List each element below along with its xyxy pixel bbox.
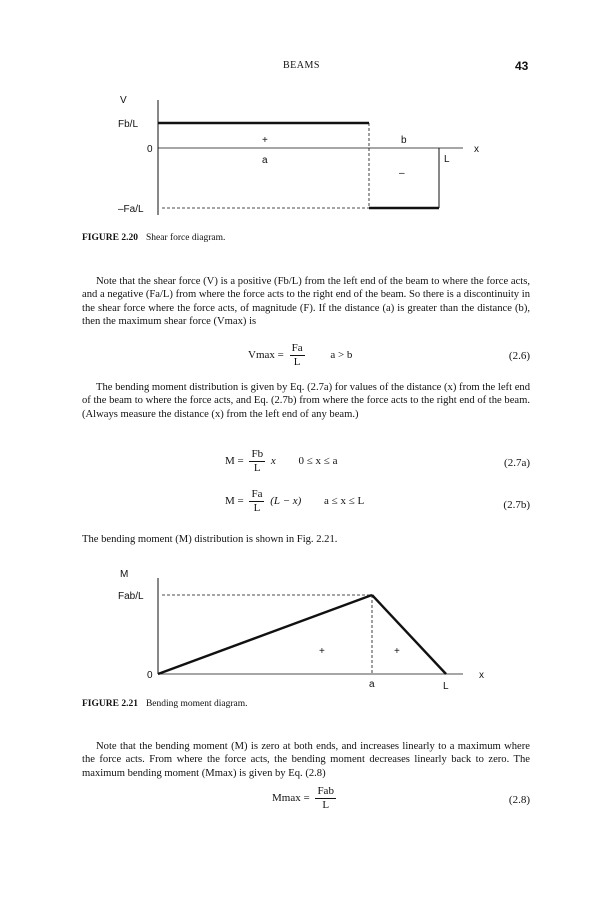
x-axis-label: x [474,144,479,155]
paragraph-moment-ref [82,533,530,546]
figure-caption-text: Shear force diagram. [145,233,226,243]
paragraph-bending [82,381,530,421]
v-axis-label: V [120,95,127,106]
equation-number: (2.7b) [503,499,530,511]
eq-condition: a > b [330,349,353,362]
equation-2-8 [272,785,339,812]
figure-caption-text: Bending moment diagram. [145,699,248,709]
shear-force-diagram [0,85,600,230]
minus-sign: – [399,168,405,179]
plus-sign-left: + [319,646,325,657]
l-label: L [443,681,449,692]
page-number: 43 [515,59,529,73]
eq-denominator: L [293,356,301,368]
falling-moment-line [372,595,446,674]
equation-2-7b [225,488,364,515]
eq-condition: a ≤ x ≤ L [324,495,365,508]
equation-2-6 [248,342,352,369]
l-label: L [444,154,450,165]
zero-label: 0 [147,144,153,155]
eq-numerator: Fa [251,488,263,500]
fab-l-label: Fab/L [118,591,144,602]
eq-lhs: M = [225,455,244,468]
eq-lhs: M = [225,495,244,508]
zero-label: 0 [147,670,153,681]
a-label: a [369,679,375,690]
equation-2-7a [225,448,337,475]
paragraph-max-moment [82,740,530,780]
equation-number: (2.8) [508,794,530,806]
paragraph-text: Note that the bending moment (M) is zero at both ends, and increases linearly to a maximum where the force acts. From where the force acts, the bending moment decreases linearly back to zero. The maximum bending moment (Mmax) is given by Eq. (2.8) [82,741,530,779]
neg-fa-l-label: –Fa/L [118,204,144,215]
equation-number: (2.6) [508,350,530,362]
eq-rhs: (L − x) [270,495,302,508]
eq-numerator: Fa [291,342,303,354]
figure-label: FIGURE 2.21 [82,699,138,709]
paragraph-text: The bending moment (M) distribution is shown in Fig. 2.21. [82,534,338,545]
paragraph-text: Note that the shear force (V) is a positive (Fb/L) from the left end of the beam to where the force acts, and a negative (Fa/L) from where the force acts to the right end of the beam. So there is a discontinuity in the shear force where the force acts, of magnitude (F). If the distance (a) is greater than the distance (b), then the maximum shear force (Vmax) is [82,276,530,328]
eq-lhs: Vmax = [248,349,284,362]
figure-2-21-caption [82,699,248,709]
rising-moment-line [158,595,372,674]
eq-numerator: Fab [317,785,334,797]
running-header-title: BEAMS [283,60,320,71]
a-label: a [262,155,268,166]
paragraph-text: The bending moment distribution is given by Eq. (2.7a) for values of the distance (x) from the left end of the beam to where the force acts, and Eq. (2.7b) from where the force acts to the right end of the beam. (Always measure the distance (x) from the left end of any beam.) [82,382,530,420]
m-axis-label: M [120,569,129,580]
equation-number: (2.7a) [504,457,530,469]
eq-numerator: Fb [251,448,264,460]
paragraph-shear [82,275,530,329]
eq-lhs: Mmax = [272,792,310,805]
bending-moment-diagram [0,562,600,692]
eq-denominator: L [253,502,261,514]
plus-sign: + [262,135,268,146]
b-label: b [401,135,407,146]
eq-rhs: x [270,455,276,468]
figure-label: FIGURE 2.20 [82,233,138,243]
plus-sign-right: + [394,646,400,657]
eq-condition: 0 ≤ x ≤ a [298,455,338,468]
figure-2-20-caption [82,233,225,243]
x-axis-label: x [479,670,484,681]
eq-denominator: L [322,799,330,811]
eq-denominator: L [253,462,261,474]
fb-l-label: Fb/L [118,119,139,130]
